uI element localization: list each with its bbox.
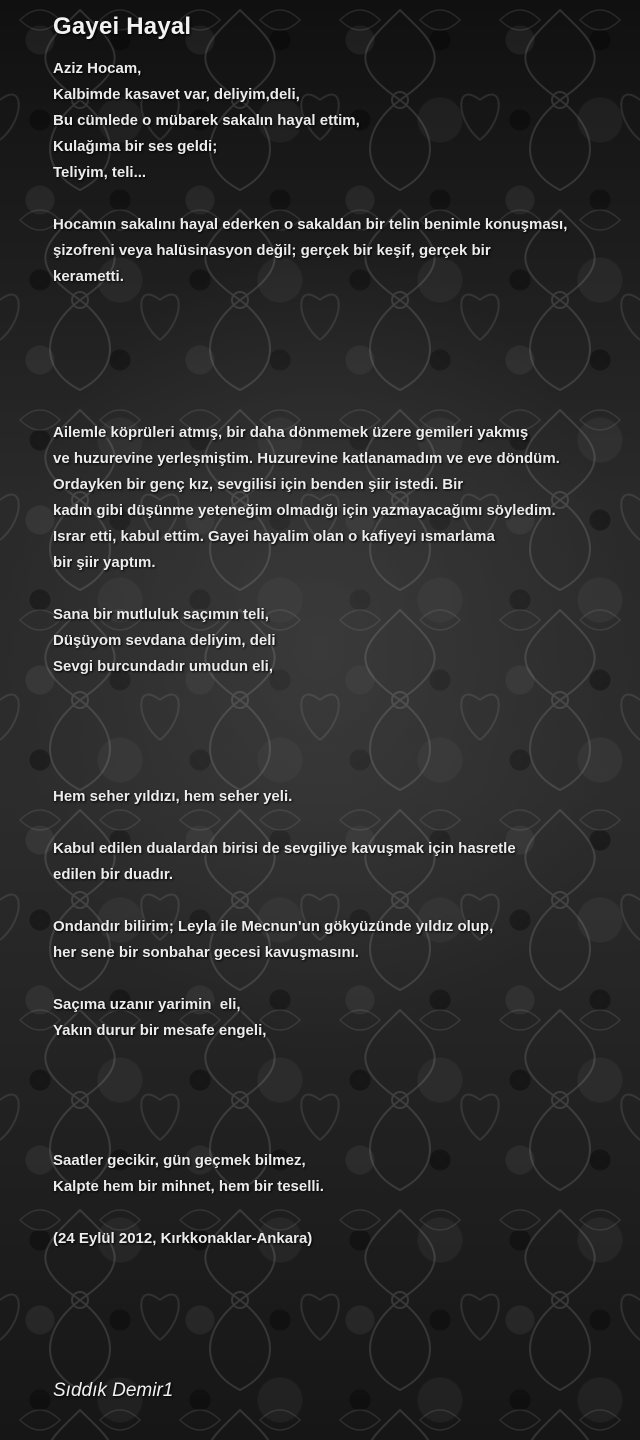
poem-line [53,758,633,784]
poem-line: Hem seher yıldızı, hem seher yeli. [53,788,293,805]
poem-line: edilen bir duadır. [53,866,174,883]
poem-line: Sana bir mutluluk saçımın teli, [53,606,269,623]
poem-title: Gayei Hayal [53,13,192,40]
poem-line [53,576,633,602]
poem-line: bir şiir yaptım. [53,554,156,571]
poem-line: Hocamın sakalını hayal ederken o sakaldan bir telin benimle konuşması, [53,216,568,233]
poem-line: her sene bir sonbahar gecesi kavuşmasını. [53,944,359,961]
poem-line: Kalbimde kasavet var, deliyim,deli, [53,86,300,103]
poem-line: (24 Eylül 2012, Kırkkonaklar-Ankara) [53,1230,313,1247]
poem-line: kerametti. [53,268,124,285]
poem-line: Sevgi burcundadır umudun eli, [53,658,274,675]
poem-line: Israr etti, kabul ettim. Gayei hayalim olan o kafiyeyi ısmarlama [53,528,495,545]
poem-line [53,186,633,212]
poem-line: Saatler gecikir, gün geçmek bilmez, [53,1152,306,1169]
poem-line [53,1096,633,1122]
poem-line [53,1044,633,1070]
poem-line [53,290,633,316]
poem-line [53,680,633,706]
poem-line: Yakın durur bir mesafe engeli, [53,1022,267,1039]
poem-line [53,810,633,836]
poem-line [53,1200,633,1226]
poem-line: Teliyim, teli... [53,164,147,181]
poem-line: Kabul edilen dualardan birisi de sevgiliye kavuşmak için hasretle [53,840,516,857]
poem-line [53,316,633,342]
poem-line [53,706,633,732]
poem-body [53,56,633,1252]
poem-line: ve huzurevine yerleşmiştim. Huzurevine katlanamadım ve eve döndüm. [53,450,560,467]
poem-line: Saçıma uzanır yarimin eli, [53,996,241,1013]
poem-line [53,732,633,758]
poem-author: Sıddık Demir1 [53,1380,174,1401]
poem-line [53,368,633,394]
poem-line: Bu cümlede o mübarek sakalın hayal ettim, [53,112,360,129]
poem-line: Ailemle köprüleri atmış, bir daha dönmemek üzere gemileri yakmış [53,424,529,441]
poem-line: Düşüyom sevdana deliyim, deli [53,632,276,649]
poem-line: Kalpte hem bir mihnet, hem bir teselli. [53,1178,324,1195]
poem-line: Ordayken bir genç kız, sevgilisi için benden şiir istedi. Bir [53,476,464,493]
poem-line: Ondandır bilirim; Leyla ile Mecnun'un gökyüzünde yıldız olup, [53,918,494,935]
poem-line: Aziz Hocam, [53,60,142,77]
poem-line [53,966,633,992]
poem-line: kadın gibi düşünme yeteneğim olmadığı için yazmayacağımı söyledim. [53,502,556,519]
poem-line: şizofreni veya halüsinasyon değil; gerçek bir keşif, gerçek bir [53,242,491,259]
poem-line [53,1122,633,1148]
poem-line [53,342,633,368]
poem-line [53,1070,633,1096]
poem-line [53,394,633,420]
poem-line [53,888,633,914]
poem-line: Kulağıma bir ses geldi; [53,138,218,155]
